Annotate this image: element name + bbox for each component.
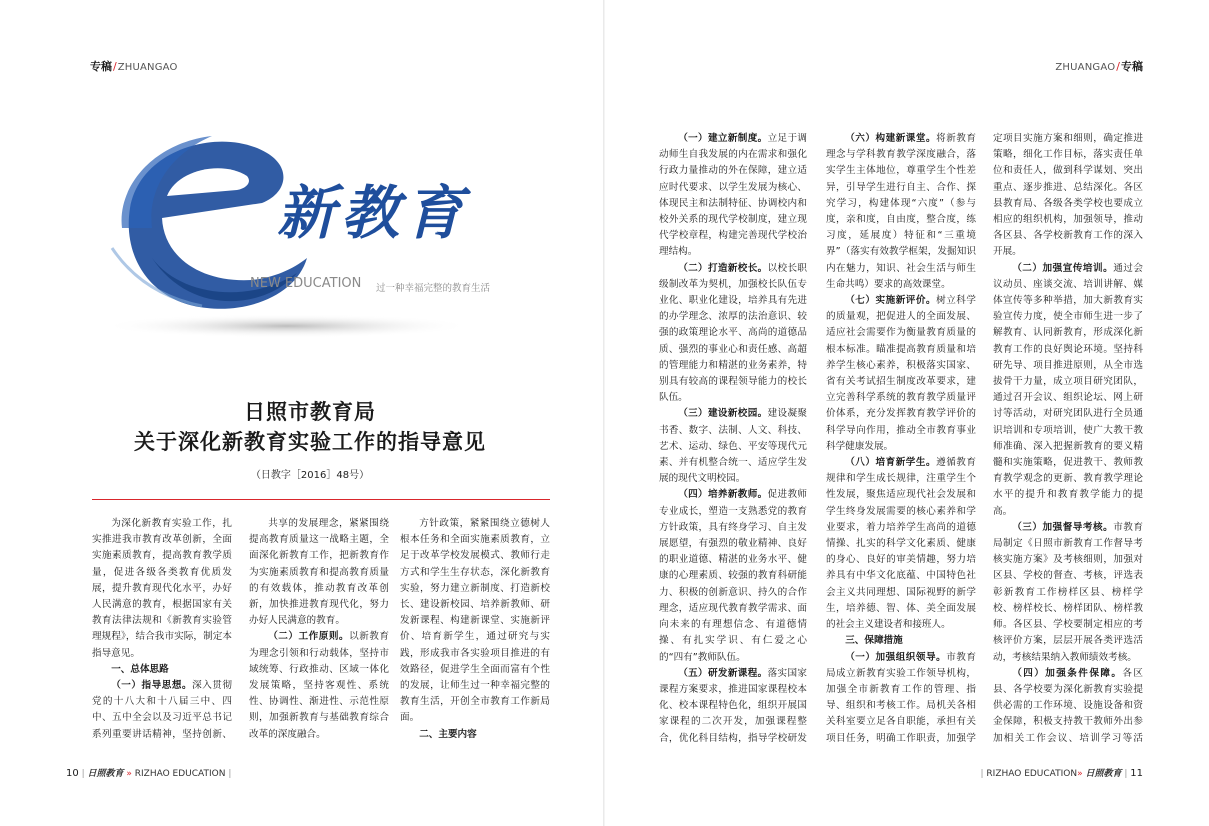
paragraph-lead: （一）建立新制度。 <box>678 133 768 144</box>
body-paragraph <box>659 261 807 407</box>
text-column-1 <box>92 516 232 741</box>
body-paragraph <box>826 131 976 293</box>
footer-left-mag: 日照教育 <box>87 769 124 779</box>
paragraph-text: 落实国家课程方案要求，推进国家课程校本化、校本课程特色化，组织开展国家课程的二次开发，加强课程整合，优化科目结构，指导学校研发 <box>659 667 807 743</box>
paragraph-lead: （三）建设新校园。 <box>678 408 768 420</box>
body-paragraph <box>659 666 807 743</box>
text-column-2 <box>249 516 389 741</box>
running-header-left: 专稿/ZHUANGAO <box>90 60 178 73</box>
paragraph-lead: （五）研发新课程。 <box>678 667 768 679</box>
header-right-en: ZHUANGAO <box>1055 62 1116 73</box>
paragraph-lead: （一）加强组织领导。 <box>845 651 947 663</box>
section-heading: 一、总体思路 <box>111 663 169 675</box>
body-paragraph <box>92 678 232 741</box>
body-paragraph <box>993 666 1143 743</box>
body-paragraph <box>826 455 976 633</box>
body-paragraph <box>249 629 389 741</box>
paragraph-text: 通过会议动员、座谈交流、培训讲解、媒体宣传等多种举措，加大新教育实验宣传力度，使全市师生进一步了解教育、认同新教育，形成深化新教育工作的良好舆论环境。坚持科研先导、项目推进原则，从全市选拔骨干力量，成立项目研究团队，通过召开会议、组织论坛、网上研讨等活动，对研究团队进行全员通识培训和专项培训，使广大教干教师准确、深入把握新教育的要义精髓和实施策略，促进教干、教师教育教学观念的更新、教育教学理论水平的提升和教育教学能力的提高。 <box>993 262 1143 517</box>
page-number-right: 11 <box>1130 768 1143 779</box>
paragraph-lead: （二）加强宣传培训。 <box>1012 262 1114 274</box>
paragraph-text: 树立科学的质量观，把促进人的全面发展、适应社会需要作为衡量教育质量的根本标准。瞄准提高教育质量和培养学生核心素养，积极落实国家、省有关考试招生制度改革要求，建立完善科学系统的教育教学质量评价体系，充分发挥教育教学评价的科学导向作用，推动全市教育事业科学健康发展。 <box>826 295 976 452</box>
footer-right: | RIZHAO EDUCATION» 日照教育 | 11 <box>980 768 1143 779</box>
paragraph-text: 遵循教育规律和学生成长规律，注重学生个性发展，聚焦适应现代社会发展和学生终身发展需要的核心素养和学业要求，着力培养学生高尚的道德情操、扎实的科学文化素质、健康的身心、良好的审美情趣，努力培养具有中华文化底蕴、中国特色社会主义共同理想、国际视野的新学生，培养德、智、体、美全面发展的社会主义建设者和接班人。 <box>826 457 976 631</box>
header-right-cn: 专稿 <box>1121 60 1143 73</box>
body-paragraph <box>92 516 232 662</box>
paragraph-text: 促进教师专业成长，塑造一支熟悉党的教育方针政策，具有终身学习、自主发展愿望，有强烈的敬业精神、良好的职业道德、精湛的业务水平、健康的心理素质、较强的教育科研能力、积极的创新意识、持久的合作理念，适应现代教育教学需求、面向未来的有理想信念、有道德情操、有扎实学识、有仁爱之心的“四有”教师队伍。 <box>659 489 807 663</box>
paragraph-lead: （七）实施新评价。 <box>845 295 937 307</box>
paragraph-lead: （三）加强督导考核。 <box>1012 521 1114 533</box>
paragraph-text: 方针政策，紧紧围绕立德树人根本任务和全面实施素质教育，立足于改革学校发展模式、教师行走方式和学生生存状态，深化新教育实验，努力建立新制度、打造新校长、建设新校园、培养新教师、研发新课程、构建新课堂、实施新评价、培育新学生，通过研究与实践，形成我市各实验项目推进的有效路径，促进学生全面而富有个性的发展，让师生过一种幸福完整的教育生活，开创全市教育工作新局面。 <box>400 518 550 724</box>
footer-right-mag: 日照教育 <box>1085 769 1122 779</box>
text-column-6 <box>993 131 1143 743</box>
paragraph-lead: （四）加强条件保障。 <box>1012 667 1123 679</box>
paragraph-text: 立足于调动师生自我发展的内在需求和强化行政力量推动的外在保障，建立适应时代要求、以学生发展为核心、体现民主和法制特征、协调校内和校外关系的现代学校制度，建立现代学校章程，构建完善现代学校治理结构。 <box>659 133 807 258</box>
paragraph-lead: （二）工作原则。 <box>268 631 350 643</box>
text-column-5 <box>826 131 976 743</box>
paragraph-lead: （六）构建新课堂。 <box>845 133 937 144</box>
body-paragraph <box>659 406 807 487</box>
paragraph-text: 将新教育理念与学科教育教学深度融合，落实学生主体地位，尊重学生个性差异，引导学生进行自主、合作、探究学习，构建体现“六度”（参与度，亲和度，自由度，整合度，练习度，延展度）特征和“三重境界”（落实有效教学框架，发掘知识内在魅力，知识、社会生活与师生生命共鸣）要求的高效课堂。 <box>826 133 976 290</box>
paragraph-text: 建设凝聚书香、数字、法制、人文、科技、艺术、运动、绿色、平安等现代元素、并有机整合统一、适应学生发展的现代文明校园。 <box>659 408 807 485</box>
text-column-3 <box>400 516 550 741</box>
title-rule <box>92 499 550 500</box>
paragraph-text: 以校长职级制改革为契机，加强校长队伍专业化、职业化建设，培养具有先进的办学理念、浓厚的法治意识、较强的政策理论水平、高尚的道德品质、强烈的事业心和责任感、高超的管理能力和精湛的业务素养，特别具有较高的课程领导能力的校长队伍。 <box>659 262 807 404</box>
section-heading: 二、主要内容 <box>419 728 477 740</box>
body-paragraph <box>993 261 1143 520</box>
footer-right-en: RIZHAO EDUCATION <box>986 769 1078 779</box>
footer-left-en: RIZHAO EDUCATION <box>134 769 226 779</box>
body-paragraph <box>993 520 1143 666</box>
paragraph-text: 各区县、各学校要为深化新教育实验提供必需的工作环境、设施设备和资金保障，积极支持教干教师外出参加相关工作会议、培训学习等活 <box>993 667 1143 743</box>
article-title: 关于深化新教育实验工作的指导意见 <box>134 430 486 454</box>
running-header-right: ZHUANGAO/专稿 <box>1055 60 1143 73</box>
paragraph-text: 以新教育为理念引领和行动载体，坚持市域统筹、行政推动、区域一体化发展策略，坚持客观性、系统性、协调性、渐进性、示范性原则，加强新教育与基础教育综合改革的深度融合。 <box>249 631 389 740</box>
paragraph-lead: （八）培育新学生。 <box>845 457 937 469</box>
body-paragraph <box>659 131 807 261</box>
header-left-en: ZHUANGAO <box>117 62 178 73</box>
header-left-cn: 专稿 <box>90 60 112 73</box>
new-education-logo <box>92 108 552 348</box>
paragraph-text: 定项目实施方案和细则，确定推进策略，细化工作目标，落实责任单位和责任人，做到科学谋划、突出重点、逐步推进、总结深化。各区县教育局、各级各类学校也要成立相应的组织机构，加强领导，推动各区县、各学校新教育工作的深入开展。 <box>993 133 1143 258</box>
text-column-4 <box>659 131 807 743</box>
logo-big-text: 新教育 <box>277 179 470 247</box>
page-spine <box>603 0 605 826</box>
body-paragraph <box>400 516 550 727</box>
paragraph-text: 深入贯彻党的十八大和十八届三中、四中、五中全会以及习近平总书记系列重要讲话精神，坚持创新、 <box>92 680 232 740</box>
logo-slogan: 过一种幸福完整的教育生活 <box>376 283 491 294</box>
section-heading: 三、保障措施 <box>845 635 903 647</box>
paragraph-lead: （四）培养新教师。 <box>678 489 768 501</box>
paragraph-text: 市教育局成立新教育实验工作领导机构，加强全市新教育工作的管理、指导、组织和考核工作。局机关各相关科室要立足各自职能，承担有关项目任务，明确工作职责，加强学 <box>826 651 976 743</box>
body-paragraph <box>826 650 976 744</box>
paragraph-text: 为深化新教育实验工作，扎实推进我市教育改革创新，全面实施素质教育，提高教育教学质量，促进各级各类教育优质发展，提升教育现代化水平，办好人民满意的教育，根据国家有关教育法律法规和《新教育实验管理规程》，结合我市实际，制定本指导意见。 <box>92 518 232 659</box>
article-doc-number: （日教字［2016］48号） <box>250 470 370 481</box>
page-number-left: 10 <box>66 768 79 779</box>
body-paragraph <box>993 131 1143 261</box>
logo-en-text: NEW EDUCATION <box>250 276 362 291</box>
body-paragraph <box>249 516 389 629</box>
paragraph-lead: （一）指导思想。 <box>111 680 193 692</box>
body-paragraph <box>659 487 807 665</box>
footer-left: 10 | 日照教育 » RIZHAO EDUCATION | <box>66 768 232 779</box>
paragraph-text: 市教育局制定《日照市新教育工作督导考核实施方案》及考核细则，加强对区县、学校的督查、考核，评选表彰新教育工作榜样区县、榜样学校、榜样校长、榜样团队、榜样教师。各区县、学校要制定相应的考核评价方案，层层开展各类评选活动，考核结果纳入教师绩效考核。 <box>993 521 1143 663</box>
paragraph-text: 共享的发展理念，紧紧围绕提高教育质量这一战略主题，全面深化新教育工作，把新教育作为实施素质教育和提高教育质量的有效载体，推动教育改革创新，加快推进教育现代化，努力办好人民满意的教育。 <box>249 518 389 627</box>
article-org: 日照市教育局 <box>244 400 376 424</box>
paragraph-lead: （二）打造新校长。 <box>678 262 768 274</box>
body-paragraph <box>826 293 976 455</box>
